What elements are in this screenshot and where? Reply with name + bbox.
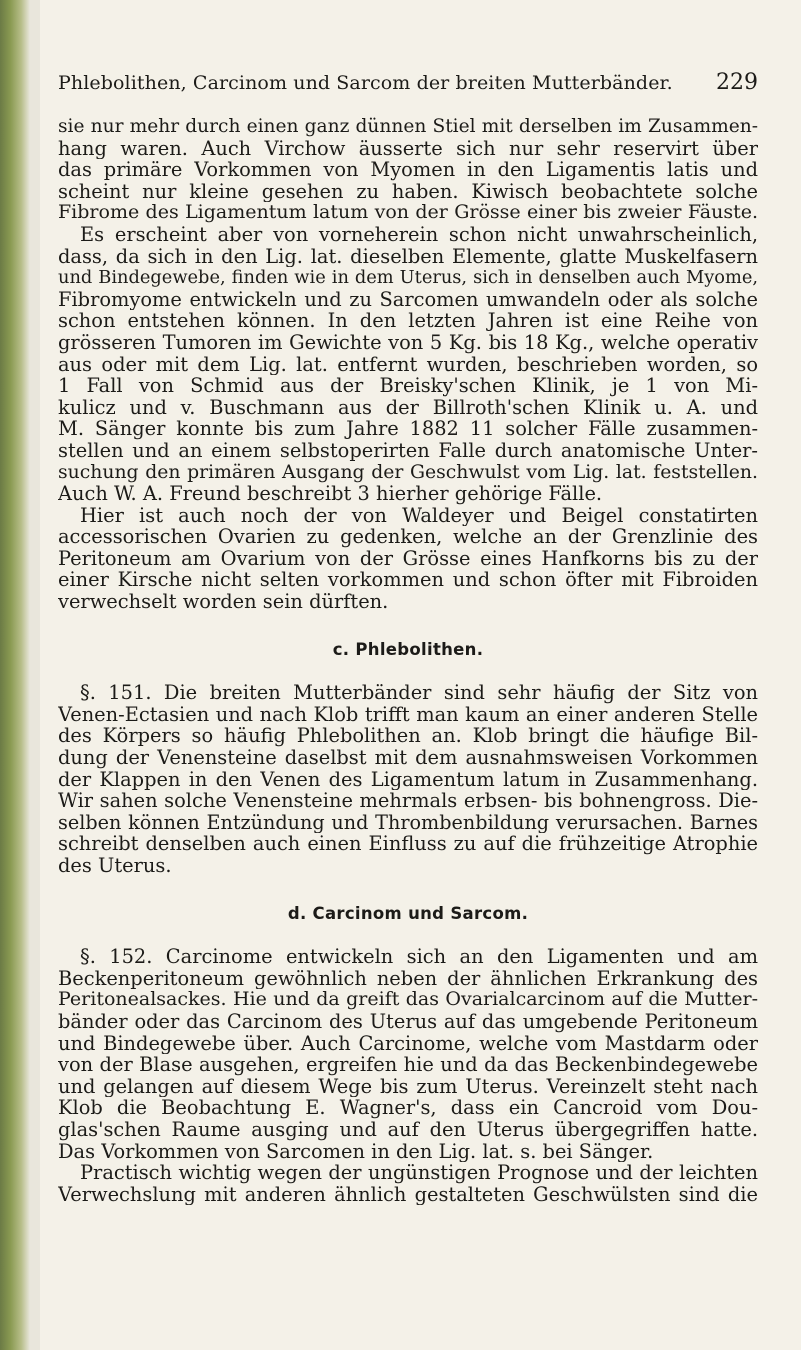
- page-body: [58, 116, 758, 1205]
- text-line: hang waren. Auch Virchow äusserte sich nur sehr reservirt über: [58, 137, 758, 160]
- text-line: und gelangen auf diesem Wege bis zum Uterus. Vereinzelt steht nach: [58, 1075, 758, 1098]
- text-line: und Bindegewebe über. Auch Carcinome, welche vom Mastdarm oder: [58, 1032, 758, 1055]
- section-heading: c. Phlebolithen.: [332, 639, 484, 659]
- text-line: und Bindegewebe, finden wie in dem Uterus, sich in denselben auch Myome,: [58, 267, 758, 289]
- paragraph: [58, 682, 758, 876]
- text-line: Fibromyome entwickeln und zu Sarcomen umwandeln oder als solche: [58, 288, 758, 311]
- text-line: Fibrome des Ligamentum latum von der Grösse einer bis zweier Fäuste.: [58, 202, 758, 224]
- text-line: schon entstehen können. In den letzten Jahren ist eine Reihe von: [58, 310, 758, 332]
- text-line: kulicz und v. Buschmann aus der Billroth'schen Klinik u. A. und: [58, 396, 758, 419]
- paragraph: [58, 505, 758, 613]
- text-line: Es erscheint aber von vorneherein schon nicht unwahrscheinlich,: [80, 223, 758, 246]
- text-line: dass, da sich in den Lig. lat. dieselben Elemente, glatte Muskelfasern: [58, 245, 758, 268]
- paragraph: [58, 1162, 758, 1205]
- text-line: selben können Entzündung und Thrombenbildung verursachen. Barnes: [58, 811, 758, 834]
- text-line: von der Blase ausgehen, ergreifen hie und da das Beckenbindegewebe: [58, 1054, 758, 1076]
- text-line: Wir sahen solche Venensteine mehrmals erbsen- bis bohnengross. Die-: [58, 790, 758, 812]
- page-number: 229: [716, 70, 758, 95]
- text-line: das primäre Vorkommen von Myomen in den Ligamentis latis und: [58, 159, 758, 181]
- section-heading: d. Carcinom und Sarcom.: [287, 903, 529, 923]
- text-line: einer Kirsche nicht selten vorkommen und schon öfter mit Fibroiden: [58, 569, 758, 592]
- text-line: accessorischen Ovarien zu gedenken, welche an der Grenzlinie des: [58, 526, 758, 548]
- text-line: der Klappen in den Venen des Ligamentum latum in Zusammenhang.: [58, 768, 758, 791]
- text-line: grösseren Tumoren im Gewichte von 5 Kg. bis 18 Kg., welche operativ: [58, 331, 758, 354]
- text-line: Auch W. A. Freund beschreibt 3 hierher gehörige Fälle.: [58, 483, 603, 505]
- text-line: Peritoneum am Ovarium von der Grösse eines Hanfkorns bis zu der: [58, 547, 758, 570]
- text-line: M. Sänger konnte bis zum Jahre 1882 11 solcher Fälle zusammen-: [58, 418, 758, 440]
- text-line: aus oder mit dem Lig. lat. entfernt wurden, beschrieben worden, so: [58, 353, 758, 376]
- text-line: scheint nur kleine gesehen zu haben. Kiwisch beobachtete solche: [58, 180, 758, 203]
- text-line: glas'schen Raume ausging und auf den Uterus übergegriffen hatte.: [58, 1118, 758, 1141]
- paragraph: [58, 224, 758, 505]
- paragraph: [58, 946, 758, 1162]
- text-line: schreibt denselben auch einen Einfluss zu auf die frühzeitige Atrophie: [58, 833, 758, 855]
- running-title: Phlebolithen, Carcinom und Sarcom der breiten Mutterbänder.: [58, 72, 673, 94]
- text-line: Venen-Ectasien und nach Klob trifft man kaum an einer anderen Stelle: [58, 703, 758, 726]
- text-line: Verwechslung mit anderen ähnlich gestalteten Geschwülsten sind die: [58, 1183, 758, 1206]
- text-line: sie nur mehr durch einen ganz dünnen Stiel mit derselben im Zusammen-: [58, 116, 758, 137]
- book-binding-edge: [0, 0, 30, 1350]
- text-line: suchung den primären Ausgang der Geschwulst vom Lig. lat. feststellen.: [58, 461, 758, 483]
- text-line: des Körpers so häufig Phlebolithen an. Klob bringt die häufige Bil-: [58, 725, 758, 748]
- text-line: dung der Venensteine daselbst mit dem ausnahmsweisen Vorkommen: [58, 747, 758, 769]
- text-line: Practisch wichtig wegen der ungünstigen Prognose und der leichten: [80, 1162, 758, 1184]
- text-line: verwechselt worden sein dürften.: [58, 591, 389, 613]
- running-header: [58, 72, 758, 100]
- text-line: §. 152. Carcinome entwickeln sich an den Ligamenten und am: [80, 946, 758, 968]
- text-line: Peritonealsackes. Hie und da greift das Ovarialcarcinom auf die Mutter-: [58, 989, 758, 1011]
- text-line: des Uterus.: [58, 855, 172, 877]
- paragraph: [58, 116, 758, 224]
- text-line: stellen und an einem selbstoperirten Falle durch anatomische Unter-: [58, 439, 758, 462]
- text-line: Beckenperitoneum gewöhnlich neben der ähnlichen Erkrankung des: [58, 967, 758, 990]
- text-line: 1 Fall von Schmid aus der Breisky'schen Klinik, je 1 von Mi-: [58, 375, 758, 397]
- text-line: bänder oder das Carcinom des Uterus auf das umgebende Peritoneum: [58, 1010, 758, 1033]
- text-line: Hier ist auch noch der von Waldeyer und Beigel constatirten: [80, 504, 758, 527]
- text-line: Das Vorkommen von Sarcomen in den Lig. lat. s. bei Sänger.: [58, 1140, 654, 1163]
- text-line: §. 151. Die breiten Mutterbänder sind sehr häufig der Sitz von: [80, 682, 758, 704]
- text-line: Klob die Beobachtung E. Wagner's, dass ein Cancroid vom Dou-: [58, 1097, 758, 1119]
